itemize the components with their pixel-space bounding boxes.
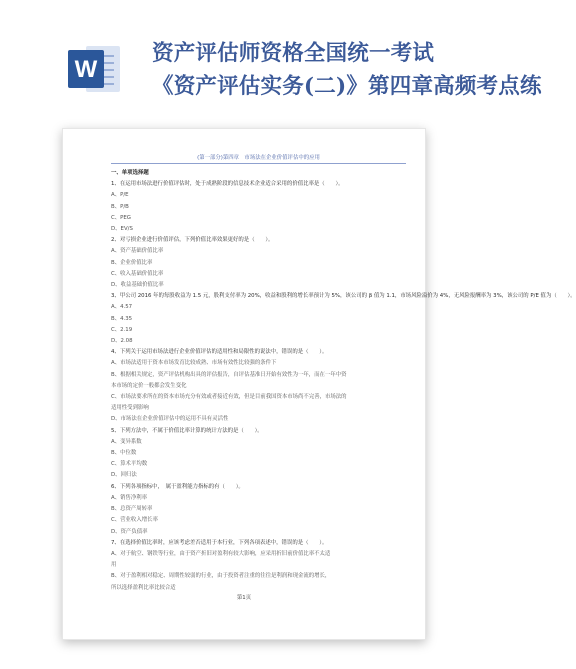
banner-title-line-2: 《资产评估实务(二)》第四章高频考点练 (152, 74, 542, 99)
option-line: B、中位数 (111, 450, 137, 457)
question-line: 6、下列各项指标中， 属于盈利能力指标的有（ ）。 (111, 483, 244, 490)
option-line: C、算术平均数 (111, 461, 148, 468)
option-line: 所以选择盈利比率比较合适 (111, 584, 176, 591)
option-line: D、收益基础价值比率 (111, 282, 164, 289)
option-line: A、变异系数 (111, 438, 142, 445)
option-line: D、资产负债率 (111, 528, 148, 535)
option-line: 适用性受到影响 (111, 405, 149, 412)
option-line: A、P/E (111, 192, 129, 199)
option-line: B、根据相关规定，资产评估机构出具的评估报告，自评估基准日开始有效性为一年，而在一年中资 (111, 371, 347, 378)
option-line: D、2.08 (111, 338, 133, 345)
option-line: 用 (111, 562, 117, 569)
question-line: 5、下列方法中，不属于价值比率计算的统计方法的是（ ）。 (111, 427, 263, 434)
option-line: C、市场法要求所在的资本市场充分有效或者接近有效，但是目前我国资本市场尚不完善，市场法的 (111, 394, 347, 401)
option-line: D、市场法在企业价值评估中的运用不具有灵活性 (111, 416, 229, 423)
document-header: (第一部分)第四章 市场法在企业价值评估中的应用 (111, 153, 406, 164)
banner (0, 0, 542, 120)
section-heading: 一、单项选择题 (111, 170, 149, 176)
option-line: 本市场的定价一般都会发生变化 (111, 382, 187, 389)
question-line: 4、下列关于运用市场法进行企业价值评估的适用性和局限性的说法中，错误的是（ ）。 (111, 349, 328, 356)
option-line: C、PEG (111, 214, 131, 221)
option-line: B、4.35 (111, 315, 133, 322)
question-line: 1、在运用市场法进行价值评估时，处于成熟阶段的信息技术企业适合采用的价值比率是（ ）。 (111, 181, 344, 188)
page-number: 第1页 (236, 595, 252, 601)
option-line: B、对于盈利相对稳定、周期性较弱的行业，由于投资者注重的往往是利润和现金流的增长， (111, 573, 331, 580)
option-line: D、回归法 (111, 472, 137, 479)
question-line: 2、对亏损企业进行价值评估，下列价值比率效果更好的是（ ）。 (111, 237, 274, 244)
word-icon (66, 40, 124, 98)
option-line: D、EV/S (111, 226, 133, 233)
document-page (62, 128, 576, 640)
option-line: A、市场法适用于资本市场发育比较成熟、市场有效性比较强的条件下 (111, 360, 277, 367)
banner-title-line-1: 资产评估师资格全国统一考试 (152, 41, 435, 66)
option-line: C、收入基础价值比率 (111, 270, 164, 277)
svg-text:W: W (74, 56, 98, 83)
question-line: 7、在选择价值比率时，应该考虑差否适用于本行业，下列各项表述中，错误的是（ ）。 (111, 539, 328, 546)
option-line: A、销售净利率 (111, 494, 148, 501)
option-line: C、2.19 (111, 326, 133, 333)
option-line: A、4.57 (111, 304, 133, 311)
option-line: A、对于航空、钢铁等行业，由于资产折旧对盈利有较大影响，应采用折旧前价值比率不太适 (111, 550, 331, 557)
option-line: B、企业价值比率 (111, 259, 153, 266)
question-line: 3、甲公司 2016 年的每股收益为 1.5 元，股利支付率为 20%，收益和股利的增长率预计为 5%，该公司的 β 值为 1.1，市场风险溢价为 4%，无风险报酬率为 3%，该公司的 P/E 值为（ ）。 (111, 293, 576, 300)
option-line: B、P/B (111, 203, 129, 210)
option-line: C、营业收入增长率 (111, 517, 158, 524)
option-line: B、总资产周转率 (111, 506, 153, 513)
document-lines (111, 168, 576, 594)
option-line: A、资产基础价值比率 (111, 248, 164, 255)
document-body (111, 153, 576, 594)
